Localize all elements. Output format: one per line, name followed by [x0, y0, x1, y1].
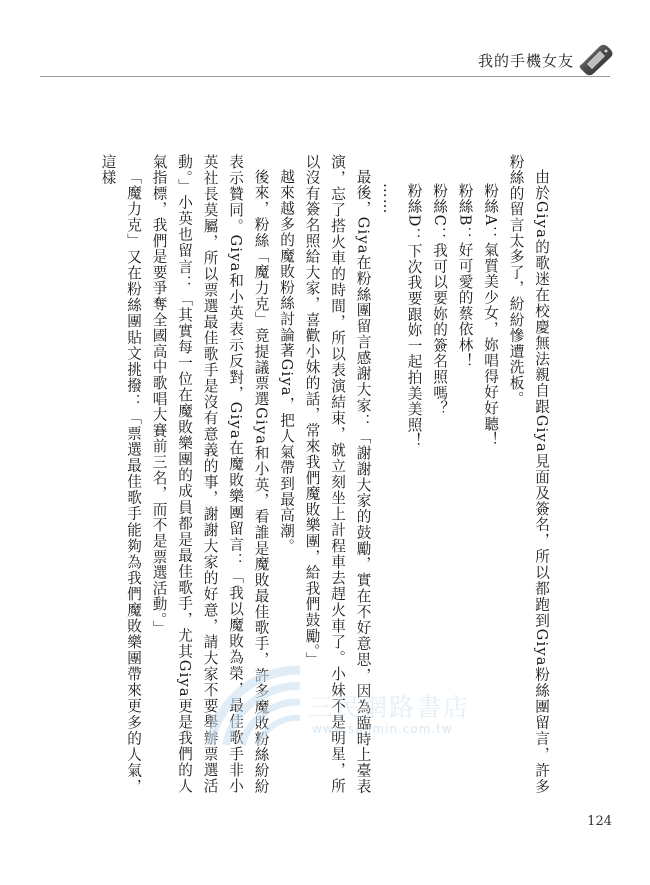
paragraph: 「魔力克」又在粉絲團貼文挑撥：「票選最佳歌手能夠為我們魔敗樂團帶來更多的人氣，這樣: [99, 154, 142, 794]
watermark-url: www.sanmin.com.tw: [312, 722, 453, 736]
phone-icon: [578, 42, 614, 76]
ellipsis: ……: [380, 183, 397, 215]
fan-comment: 粉絲A：氣質美少女，妳唱得好好聽！: [482, 183, 499, 448]
fan-comment: 粉絲C：我可以要妳的簽名照嗎？: [431, 183, 448, 417]
paragraph: 最後，Giya在粉絲團留言感謝大家：「謝謝大家的鼓勵，實在不好意思，因為臨時上臺表演，忘了搭火車的時間，所以表演結束，就立刻坐上計程車去趕火車了。小妹不是明星，所以沒有簽名照給大家，喜歡小妹的話，常來我們魔敗樂團，給我們鼓勵。」: [303, 154, 372, 794]
vertical-body-text: [74, 154, 554, 794]
header-rule: [40, 76, 610, 77]
page-header: [0, 42, 650, 82]
paragraph: 後來，粉絲「魔力克」竟提議票選Giya和小英，看誰是魔敗最佳歌手，許多魔敗粉絲紛紛表示贊同。Giya和小英表示反對，Giya在魔敗樂團留言：「我以魔敗為榮，最佳歌手非小英社長莫屬，所以票選最佳歌手是沒有意義的事，謝謝大家的好意，請大家不要舉辦票選活動。」小英也留言：「其實每一位在魔敗樂團的成員都是最佳歌手，尤其Giya更是我們的人氣指標，我們是要爭奪全國高中歌唱大賽前三名，而不是票選活動。」: [150, 154, 270, 794]
paragraph: 由於Giya的歌迷在校慶無法親自跟Giya見面及簽名，所以都跑到Giya粉絲團留言，許多粉絲的留言太多了，紛紛慘遭洗板。: [507, 154, 550, 794]
page-number: 124: [587, 814, 612, 829]
paragraph: 越來越多的魔敗粉絲討論著Giya，把人氣帶到最高潮。: [278, 168, 295, 555]
watermark-name: 三民網路書店: [308, 693, 471, 722]
book-title: 我的手機女友: [477, 52, 574, 70]
fan-comment: 粉絲B：好可愛的蔡依林！: [456, 183, 474, 369]
fan-comment: 粉絲D：下次我要跟妳一起拍美美照！: [405, 183, 423, 449]
